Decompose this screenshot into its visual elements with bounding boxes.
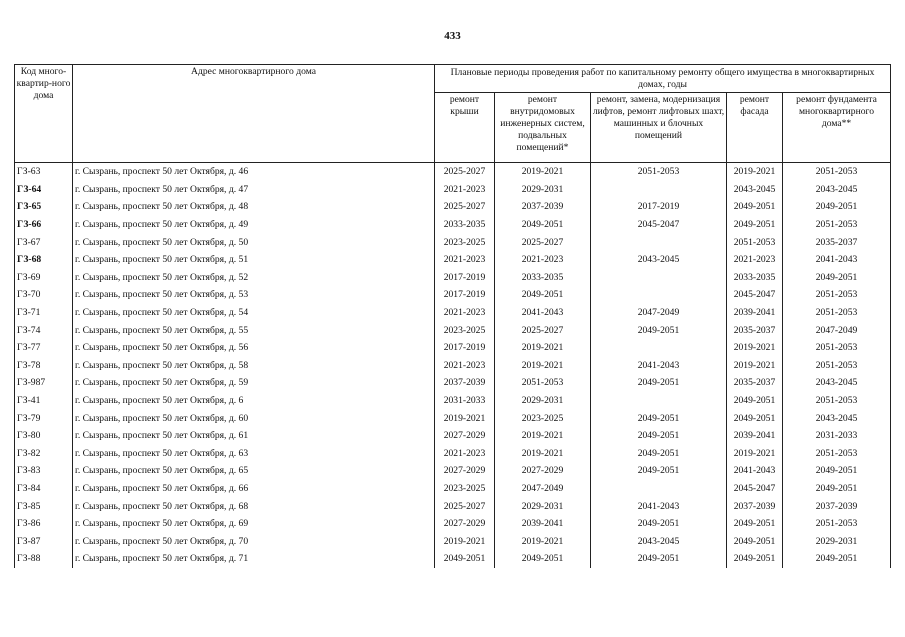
row-systems-period: 2051-2053 [495, 374, 591, 392]
row-code: ГЗ-79 [15, 409, 73, 427]
header-facade: ремонт фасада [727, 93, 783, 163]
row-address: г. Сызрань, проспект 50 лет Октября, д. 54 [73, 304, 435, 322]
row-facade-period: 2035-2037 [727, 374, 783, 392]
header-code: Код много-квартир-ного дома [15, 65, 73, 163]
row-code: ГЗ-65 [15, 198, 73, 216]
row-address: г. Сызрань, проспект 50 лет Октября, д. 55 [73, 321, 435, 339]
row-systems-period: 2019-2021 [495, 427, 591, 445]
row-systems-period: 2025-2027 [495, 233, 591, 251]
row-address: г. Сызрань, проспект 50 лет Октября, д. 50 [73, 233, 435, 251]
header-periods: Плановые периоды проведения работ по капитальному ремонту общего имущества в многоквартирных домах, годы [435, 65, 891, 93]
row-lifts-period: 2051-2053 [591, 163, 727, 181]
row-roof-period: 2021-2023 [435, 304, 495, 322]
row-code: ГЗ-86 [15, 515, 73, 533]
row-foundation-period: 2049-2051 [783, 550, 891, 568]
row-facade-period: 2051-2053 [727, 233, 783, 251]
table-row [15, 550, 891, 568]
row-code: ГЗ-74 [15, 321, 73, 339]
row-code: ГЗ-69 [15, 269, 73, 287]
row-code: ГЗ-80 [15, 427, 73, 445]
row-foundation-period: 2029-2031 [783, 532, 891, 550]
row-address: г. Сызрань, проспект 50 лет Октября, д. 51 [73, 251, 435, 269]
row-facade-period: 2045-2047 [727, 480, 783, 498]
row-code: ГЗ-71 [15, 304, 73, 322]
row-lifts-period [591, 233, 727, 251]
row-roof-period: 2019-2021 [435, 532, 495, 550]
table-row [15, 198, 891, 216]
row-address: г. Сызрань, проспект 50 лет Октября, д. 58 [73, 357, 435, 375]
row-code: ГЗ-63 [15, 163, 73, 181]
table-row [15, 339, 891, 357]
row-facade-period: 2041-2043 [727, 462, 783, 480]
table-row [15, 480, 891, 498]
row-facade-period: 2021-2023 [727, 251, 783, 269]
row-roof-period: 2019-2021 [435, 409, 495, 427]
row-foundation-period: 2049-2051 [783, 480, 891, 498]
row-code: ГЗ-67 [15, 233, 73, 251]
table-row [15, 216, 891, 234]
row-facade-period: 2033-2035 [727, 269, 783, 287]
row-roof-period: 2017-2019 [435, 286, 495, 304]
row-roof-period: 2021-2023 [435, 181, 495, 199]
row-systems-period: 2019-2021 [495, 339, 591, 357]
row-foundation-period: 2047-2049 [783, 321, 891, 339]
row-lifts-period: 2045-2047 [591, 216, 727, 234]
row-lifts-period: 2047-2049 [591, 304, 727, 322]
row-address: г. Сызрань, проспект 50 лет Октября, д. 52 [73, 269, 435, 287]
table-row [15, 392, 891, 410]
row-facade-period: 2045-2047 [727, 286, 783, 304]
row-systems-period: 2039-2041 [495, 515, 591, 533]
header-roof: ремонт крыши [435, 93, 495, 163]
table-row [15, 321, 891, 339]
row-code: ГЗ-84 [15, 480, 73, 498]
row-code: ГЗ-78 [15, 357, 73, 375]
row-systems-period: 2019-2021 [495, 357, 591, 375]
row-lifts-period [591, 339, 727, 357]
row-systems-period: 2037-2039 [495, 198, 591, 216]
header-address: Адрес многоквартирного дома [73, 65, 435, 163]
row-foundation-period: 2051-2053 [783, 392, 891, 410]
row-roof-period: 2049-2051 [435, 550, 495, 568]
row-address: г. Сызрань, проспект 50 лет Октября, д. 6 [73, 392, 435, 410]
row-address: г. Сызрань, проспект 50 лет Октября, д. 70 [73, 532, 435, 550]
row-lifts-period [591, 392, 727, 410]
row-foundation-period: 2049-2051 [783, 462, 891, 480]
row-systems-period: 2049-2051 [495, 550, 591, 568]
row-lifts-period [591, 181, 727, 199]
row-facade-period: 2049-2051 [727, 515, 783, 533]
row-roof-period: 2025-2027 [435, 163, 495, 181]
row-lifts-period: 2049-2051 [591, 374, 727, 392]
row-facade-period: 2019-2021 [727, 163, 783, 181]
row-roof-period: 2025-2027 [435, 198, 495, 216]
row-code: ГЗ-987 [15, 374, 73, 392]
row-address: г. Сызрань, проспект 50 лет Октября, д. 61 [73, 427, 435, 445]
row-roof-period: 2027-2029 [435, 515, 495, 533]
row-code: ГЗ-82 [15, 445, 73, 463]
table-row [15, 462, 891, 480]
row-foundation-period: 2051-2053 [783, 339, 891, 357]
row-systems-period: 2047-2049 [495, 480, 591, 498]
row-address: г. Сызрань, проспект 50 лет Октября, д. 49 [73, 216, 435, 234]
row-systems-period: 2021-2023 [495, 251, 591, 269]
row-facade-period: 2039-2041 [727, 304, 783, 322]
table-row [15, 497, 891, 515]
row-code: ГЗ-77 [15, 339, 73, 357]
row-address: г. Сызрань, проспект 50 лет Октября, д. 53 [73, 286, 435, 304]
row-lifts-period: 2041-2043 [591, 497, 727, 515]
row-address: г. Сызрань, проспект 50 лет Октября, д. 63 [73, 445, 435, 463]
row-lifts-period: 2049-2051 [591, 550, 727, 568]
row-facade-period: 2019-2021 [727, 357, 783, 375]
row-systems-period: 2029-2031 [495, 181, 591, 199]
row-systems-period: 2049-2051 [495, 286, 591, 304]
row-address: г. Сызрань, проспект 50 лет Октября, д. 71 [73, 550, 435, 568]
row-facade-period: 2019-2021 [727, 445, 783, 463]
row-systems-period: 2049-2051 [495, 216, 591, 234]
row-code: ГЗ-68 [15, 251, 73, 269]
row-roof-period: 2037-2039 [435, 374, 495, 392]
row-code: ГЗ-85 [15, 497, 73, 515]
row-foundation-period: 2035-2037 [783, 233, 891, 251]
row-foundation-period: 2049-2051 [783, 269, 891, 287]
row-address: г. Сызрань, проспект 50 лет Октября, д. 68 [73, 497, 435, 515]
row-foundation-period: 2051-2053 [783, 286, 891, 304]
row-systems-period: 2019-2021 [495, 163, 591, 181]
row-facade-period: 2049-2051 [727, 550, 783, 568]
row-roof-period: 2021-2023 [435, 251, 495, 269]
table-header [15, 65, 891, 163]
row-address: г. Сызрань, проспект 50 лет Октября, д. 60 [73, 409, 435, 427]
row-lifts-period: 2017-2019 [591, 198, 727, 216]
row-systems-period: 2041-2043 [495, 304, 591, 322]
row-facade-period: 2037-2039 [727, 497, 783, 515]
table-row [15, 233, 891, 251]
row-facade-period: 2019-2021 [727, 339, 783, 357]
row-systems-period: 2025-2027 [495, 321, 591, 339]
row-roof-period: 2033-2035 [435, 216, 495, 234]
row-roof-period: 2023-2025 [435, 480, 495, 498]
row-foundation-period: 2051-2053 [783, 163, 891, 181]
row-address: г. Сызрань, проспект 50 лет Октября, д. 48 [73, 198, 435, 216]
table-row [15, 374, 891, 392]
row-roof-period: 2017-2019 [435, 269, 495, 287]
row-facade-period: 2049-2051 [727, 216, 783, 234]
row-systems-period: 2033-2035 [495, 269, 591, 287]
row-facade-period: 2049-2051 [727, 409, 783, 427]
row-code: ГЗ-88 [15, 550, 73, 568]
table-row [15, 181, 891, 199]
row-lifts-period: 2049-2051 [591, 409, 727, 427]
row-facade-period: 2039-2041 [727, 427, 783, 445]
table-row [15, 515, 891, 533]
row-foundation-period: 2051-2053 [783, 216, 891, 234]
row-facade-period: 2049-2051 [727, 198, 783, 216]
row-systems-period: 2023-2025 [495, 409, 591, 427]
table-row [15, 409, 891, 427]
row-foundation-period: 2051-2053 [783, 357, 891, 375]
row-foundation-period: 2051-2053 [783, 515, 891, 533]
table-row [15, 269, 891, 287]
table-row [15, 357, 891, 375]
row-code: ГЗ-83 [15, 462, 73, 480]
header-foundation: ремонт фундамента многоквартирного дома** [783, 93, 891, 163]
row-address: г. Сызрань, проспект 50 лет Октября, д. 66 [73, 480, 435, 498]
header-lifts: ремонт, замена, модернизация лифтов, ремонт лифтовых шахт, машинных и блочных помещений [591, 93, 727, 163]
row-systems-period: 2019-2021 [495, 445, 591, 463]
row-address: г. Сызрань, проспект 50 лет Октября, д. 69 [73, 515, 435, 533]
row-lifts-period [591, 286, 727, 304]
row-roof-period: 2023-2025 [435, 233, 495, 251]
table-row [15, 532, 891, 550]
page-number: 433 [444, 30, 461, 42]
row-roof-period: 2021-2023 [435, 357, 495, 375]
row-facade-period: 2049-2051 [727, 532, 783, 550]
row-foundation-period: 2031-2033 [783, 427, 891, 445]
table-body [15, 163, 891, 568]
table-row [15, 163, 891, 181]
row-code: ГЗ-41 [15, 392, 73, 410]
row-foundation-period: 2043-2045 [783, 409, 891, 427]
header-systems: ремонт внутридомовых инженерных систем, подвальных помещений* [495, 93, 591, 163]
table-row [15, 427, 891, 445]
row-foundation-period: 2051-2053 [783, 304, 891, 322]
row-lifts-period: 2049-2051 [591, 427, 727, 445]
row-address: г. Сызрань, проспект 50 лет Октября, д. 46 [73, 163, 435, 181]
row-roof-period: 2025-2027 [435, 497, 495, 515]
row-address: г. Сызрань, проспект 50 лет Октября, д. 47 [73, 181, 435, 199]
row-address: г. Сызрань, проспект 50 лет Октября, д. 65 [73, 462, 435, 480]
row-facade-period: 2049-2051 [727, 392, 783, 410]
row-roof-period: 2031-2033 [435, 392, 495, 410]
row-facade-period: 2035-2037 [727, 321, 783, 339]
row-lifts-period: 2049-2051 [591, 515, 727, 533]
table-row [15, 251, 891, 269]
table-row [15, 286, 891, 304]
row-code: ГЗ-70 [15, 286, 73, 304]
row-roof-period: 2027-2029 [435, 427, 495, 445]
row-foundation-period: 2049-2051 [783, 198, 891, 216]
row-address: г. Сызрань, проспект 50 лет Октября, д. 59 [73, 374, 435, 392]
row-lifts-period: 2043-2045 [591, 532, 727, 550]
row-systems-period: 2019-2021 [495, 532, 591, 550]
row-foundation-period: 2037-2039 [783, 497, 891, 515]
row-systems-period: 2029-2031 [495, 392, 591, 410]
row-systems-period: 2029-2031 [495, 497, 591, 515]
row-systems-period: 2027-2029 [495, 462, 591, 480]
row-lifts-period: 2049-2051 [591, 462, 727, 480]
row-roof-period: 2021-2023 [435, 445, 495, 463]
row-lifts-period: 2041-2043 [591, 357, 727, 375]
row-foundation-period: 2043-2045 [783, 181, 891, 199]
row-foundation-period: 2041-2043 [783, 251, 891, 269]
table-row [15, 304, 891, 322]
row-foundation-period: 2043-2045 [783, 374, 891, 392]
row-facade-period: 2043-2045 [727, 181, 783, 199]
row-address: г. Сызрань, проспект 50 лет Октября, д. 56 [73, 339, 435, 357]
table-row [15, 445, 891, 463]
row-code: ГЗ-64 [15, 181, 73, 199]
row-roof-period: 2023-2025 [435, 321, 495, 339]
row-code: ГЗ-87 [15, 532, 73, 550]
capital-repair-table [14, 64, 891, 568]
row-foundation-period: 2051-2053 [783, 445, 891, 463]
row-lifts-period: 2043-2045 [591, 251, 727, 269]
row-lifts-period: 2049-2051 [591, 321, 727, 339]
row-roof-period: 2017-2019 [435, 339, 495, 357]
row-lifts-period: 2049-2051 [591, 445, 727, 463]
row-lifts-period [591, 269, 727, 287]
row-roof-period: 2027-2029 [435, 462, 495, 480]
row-lifts-period [591, 480, 727, 498]
row-code: ГЗ-66 [15, 216, 73, 234]
